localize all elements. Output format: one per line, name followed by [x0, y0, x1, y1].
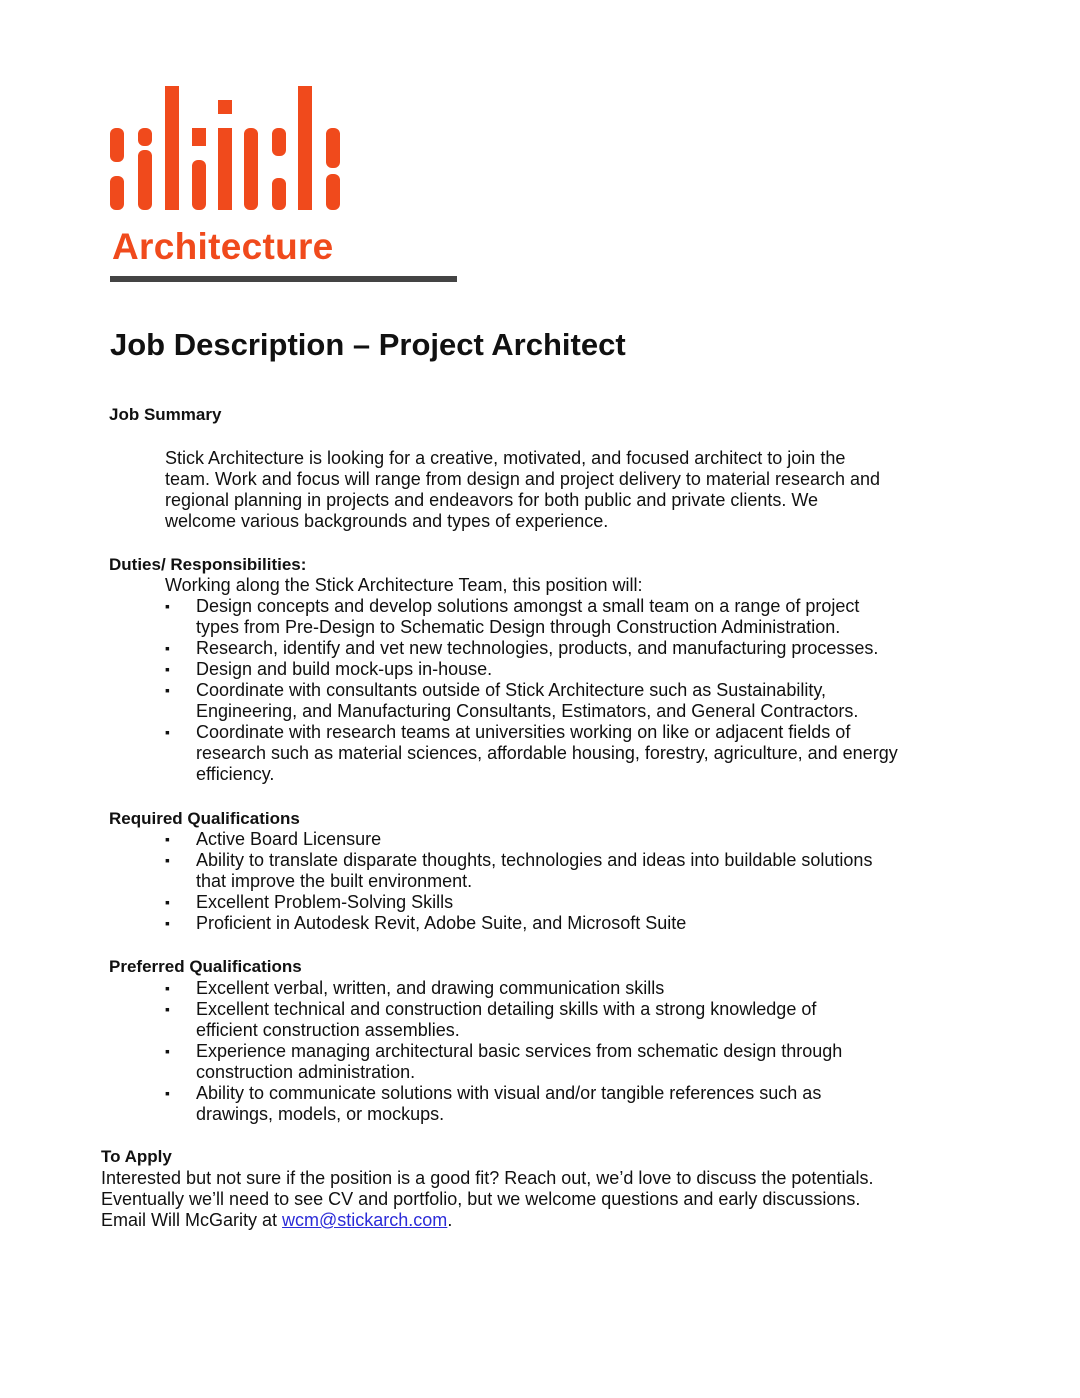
- required-section: [165, 829, 872, 934]
- text-line: Interested but not sure if the position is a good fit? Reach out, we’d love to discuss the potentials.: [101, 1168, 874, 1188]
- list-item: [165, 638, 898, 659]
- list-item-line: ▪ Design concepts and develop solutions amongst a small team on a range of project: [196, 596, 860, 616]
- apply-heading: To Apply: [101, 1147, 172, 1166]
- list-item-line: ▪ Design and build mock-ups in-house.: [196, 659, 493, 679]
- duties-intro: Working along the Stick Architecture Team, this position will:: [165, 575, 643, 595]
- preferred-list: [165, 978, 842, 1125]
- list-item-line: efficiency.: [196, 764, 275, 784]
- list-item-line: ▪ Active Board Licensure: [196, 829, 382, 849]
- email-link[interactable]: wcm@stickarch.com: [282, 1210, 448, 1230]
- list-item-line: research such as material sciences, affordable housing, forestry, agriculture, and energy: [196, 743, 898, 763]
- list-item: [165, 999, 842, 1041]
- list-item: [165, 722, 898, 785]
- list-item-line: efficient construction assemblies.: [196, 1020, 460, 1040]
- list-item-line: ▪ Experience managing architectural basic services from schematic design through: [196, 1041, 843, 1061]
- preferred-heading: Preferred Qualifications: [109, 957, 302, 976]
- stick-logo: [108, 84, 344, 214]
- list-item-line: ▪ Research, identify and vet new technologies, products, and manufacturing processes.: [196, 638, 879, 658]
- list-item-line: construction administration.: [196, 1062, 416, 1082]
- page-title: Job Description – Project Architect: [110, 327, 626, 362]
- text-line: team. Work and focus will range from design and project delivery to material research and: [165, 469, 881, 489]
- list-item: [165, 829, 872, 850]
- list-item: [165, 913, 872, 934]
- job-summary-text: [165, 448, 880, 532]
- list-item-line: ▪ Excellent technical and construction detailing skills with a strong knowledge of: [196, 999, 817, 1019]
- logo-subtitle: Architecture: [112, 226, 334, 267]
- duties-list: [165, 596, 898, 785]
- preferred-section: [165, 978, 842, 1125]
- text-line: welcome various backgrounds and types of experience.: [165, 511, 609, 531]
- list-item: [165, 659, 898, 680]
- list-item-line: ▪ Excellent verbal, written, and drawing communication skills: [196, 978, 665, 998]
- required-heading: Required Qualifications: [109, 809, 300, 828]
- email-prefix: Email Will McGarity at: [101, 1210, 283, 1230]
- text-line: Stick Architecture is looking for a creative, motivated, and focused architect to join the: [165, 448, 846, 468]
- logo-divider: [110, 276, 457, 282]
- list-item: [165, 892, 872, 913]
- list-item: [165, 850, 872, 892]
- list-item-line: ▪ Excellent Problem-Solving Skills: [196, 892, 454, 912]
- list-item-line: ▪ Ability to translate disparate thoughts, technologies and ideas into buildable solutions: [196, 850, 873, 870]
- list-item-line: drawings, models, or mockups.: [196, 1104, 445, 1124]
- list-item: [165, 978, 842, 999]
- list-item: [165, 1083, 842, 1125]
- list-item-line: ▪ Coordinate with consultants outside of Stick Architecture such as Sustainability,: [196, 680, 826, 700]
- required-list: [165, 829, 872, 934]
- text-line: regional planning in projects and endeavors for both public and private clients. We: [165, 490, 819, 510]
- list-item-line: Engineering, and Manufacturing Consultants, Estimators, and General Contractors.: [196, 701, 859, 721]
- list-item: [165, 596, 898, 638]
- list-item-line: types from Pre-Design to Schematic Design through Construction Administration.: [196, 617, 841, 637]
- list-item-line: ▪ Proficient in Autodesk Revit, Adobe Suite, and Microsoft Suite: [196, 913, 687, 933]
- list-item-line: ▪ Ability to communicate solutions with visual and/or tangible references such as: [196, 1083, 822, 1103]
- list-item: [165, 1041, 842, 1083]
- duties-heading: Duties/ Responsibilities:: [109, 555, 307, 574]
- job-summary-heading: Job Summary: [109, 405, 222, 424]
- list-item-line: ▪ Coordinate with research teams at universities working on like or adjacent fields of: [196, 722, 851, 742]
- apply-text: [101, 1168, 873, 1231]
- text-line: Eventually we’ll need to see CV and portfolio, but we welcome questions and early discussions.: [101, 1189, 861, 1209]
- email-line: [101, 1210, 873, 1231]
- email-suffix: .: [447, 1210, 453, 1230]
- duties-section: [165, 575, 898, 785]
- list-item: [165, 680, 898, 722]
- list-item-line: that improve the built environment.: [196, 871, 473, 891]
